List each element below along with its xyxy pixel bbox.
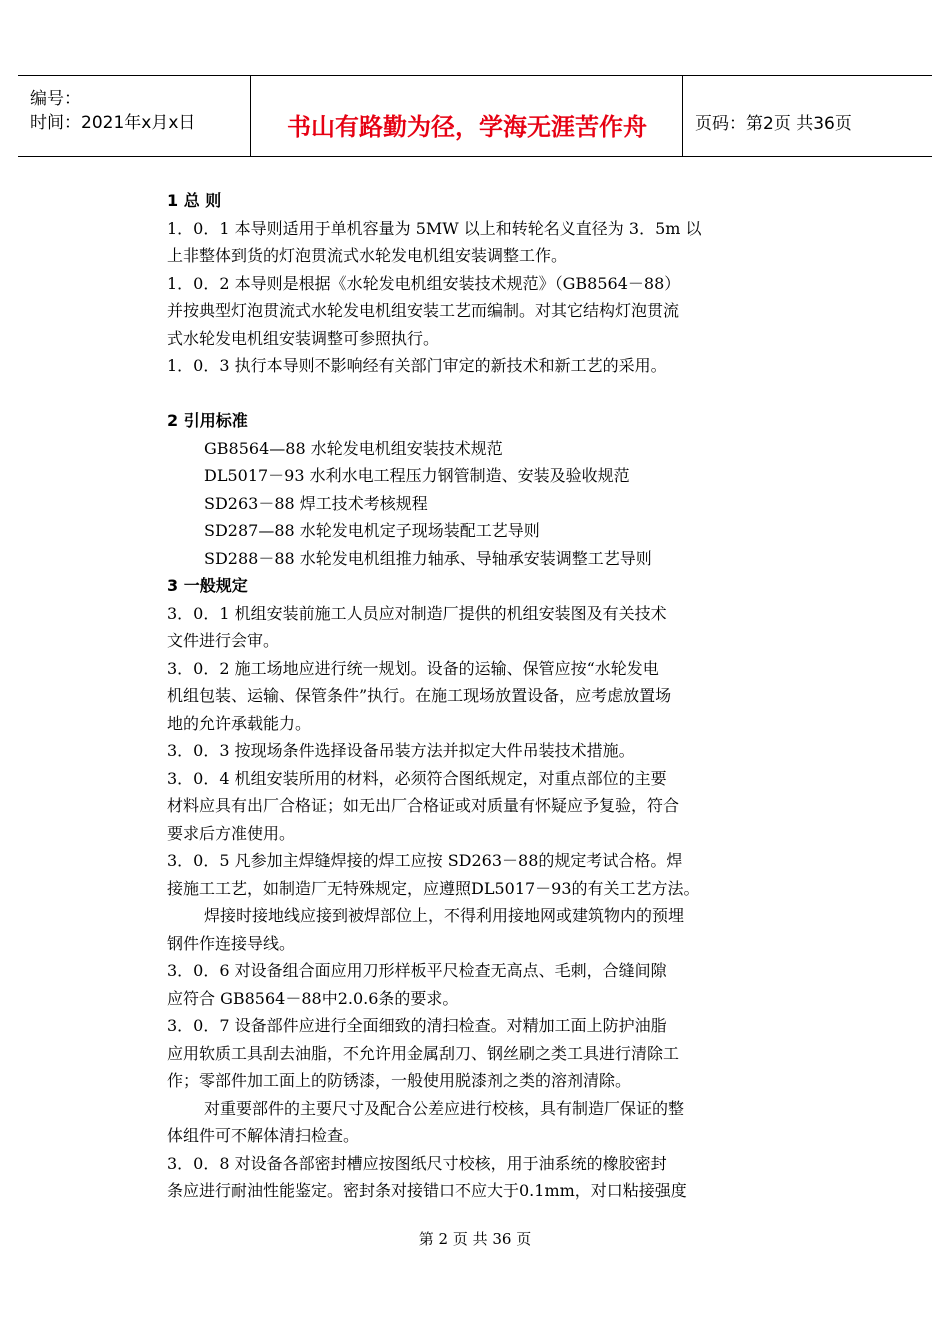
- paragraph-line: 3．0．7 设备部件应进行全面细致的清扫检查。对精加工面上防护油脂: [167, 1016, 667, 1035]
- paragraph-line: 机组包装、运输、保管条件”执行。在施工现场放置设备，应考虑放置场: [167, 686, 672, 705]
- blank-line: [167, 380, 787, 408]
- reference-standard: SD263－88 焊工技术考核规程: [204, 493, 428, 513]
- paragraph-line: 式水轮发电机组安装调整可参照执行。: [167, 328, 440, 348]
- reference-standard: SD287—88 水轮发电机定子现场装配工艺导则: [204, 521, 540, 540]
- page-footer: 第 2 页 共 36 页: [418, 1230, 532, 1248]
- header-info-cell: [18, 76, 251, 156]
- paragraph-line: 应用软质工具刮去油脂，不允许用金属刮刀、钢丝刷之类工具进行清除工: [167, 1043, 680, 1063]
- document-body: [167, 187, 787, 1205]
- section-heading: 1 总 则: [167, 191, 222, 210]
- paragraph-line: 对重要部件的主要尺寸及配合公差应进行校核，具有制造厂保证的整: [204, 1098, 685, 1118]
- paragraph-line: 1．0．2 本导则是根据《水轮发电机组安装技术规范》（GB8564－88）: [167, 273, 681, 293]
- document-time-label: 时间：2021年x月x日: [30, 113, 196, 133]
- paragraph-line: 3．0．2 施工场地应进行统一规划。设备的运输、保管应按“水轮发电: [167, 658, 659, 678]
- paragraph-line: 作；零部件加工面上的防锈漆，一般使用脱漆剂之类的溶剂清除。: [167, 1071, 632, 1090]
- paragraph-line: 要求后方准使用。: [167, 823, 296, 843]
- paragraph-line: 接施工工艺，如制造厂无特殊规定，应遵照DL5017－93的有关工艺方法。: [167, 878, 700, 898]
- header-motto-cell: [251, 76, 683, 156]
- reference-standard: GB8564—88 水轮发电机组安装技术规范: [204, 438, 503, 458]
- paragraph-line: 3．0．3 按现场条件选择设备吊装方法并拟定大件吊装技术措施。: [167, 741, 635, 760]
- paragraph-line: 体组件可不解体清扫检查。: [167, 1126, 360, 1145]
- document-number-label: 编号：: [30, 89, 81, 109]
- header-page-cell: [683, 76, 932, 156]
- paragraph-line: 1．0．3 执行本导则不影响经有关部门审定的新技术和新工艺的采用。: [167, 356, 667, 375]
- paragraph-line: 3．0．8 对设备各部密封槽应按图纸尺寸校核，用于油系统的橡胶密封: [167, 1153, 667, 1173]
- paragraph-line: 地的允许承载能力。: [167, 713, 312, 733]
- section-heading: 2 引用标准: [167, 411, 248, 430]
- section-heading: 3 一般规定: [167, 576, 248, 595]
- paragraph-line: 并按典型灯泡贯流式水轮发电机组安装工艺而编制。对其它结构灯泡贯流: [167, 301, 680, 320]
- reference-standard: DL5017－93 水利水电工程压力钢管制造、安装及验收规范: [204, 466, 630, 485]
- paragraph-line: 应符合 GB8564－88中2.0.6条的要求。: [167, 988, 459, 1008]
- paragraph-line: 钢件作连接导线。: [167, 933, 296, 953]
- reference-standard: SD288－88 水轮发电机组推力轴承、导轴承安装调整工艺导则: [204, 548, 652, 568]
- header-motto: 书山有路勤为径，学海无涯苦作舟: [287, 113, 647, 141]
- paragraph-line: 3．0．4 机组安装所用的材料，必须符合图纸规定，对重点部位的主要: [167, 768, 667, 788]
- paragraph-line: 文件进行会审。: [167, 631, 280, 650]
- header-page-label: 页码：第2页 共36页: [695, 114, 852, 134]
- page-header: [18, 75, 932, 157]
- paragraph-line: 条应进行耐油性能鉴定。密封条对接错口不应大于0.1mm，对口粘接强度: [167, 1181, 687, 1200]
- paragraph-line: 焊接时接地线应接到被焊部位上，不得利用接地网或建筑物内的预埋: [204, 906, 685, 925]
- paragraph-line: 3．0．5 凡参加主焊缝焊接的焊工应按 SD263－88的规定考试合格。焊: [167, 851, 683, 870]
- paragraph-line: 材料应具有出厂合格证；如无出厂合格证或对质量有怀疑应予复验，符合: [167, 796, 680, 815]
- paragraph-line: 1．0．1 本导则适用于单机容量为 5MW 以上和转轮名义直径为 3．5m 以: [167, 218, 702, 238]
- paragraph-line: 3．0．1 机组安装前施工人员应对制造厂提供的机组安装图及有关技术: [167, 603, 667, 623]
- paragraph-line: 3．0．6 对设备组合面应用刀形样板平尺检查无高点、毛刺，合缝间隙: [167, 961, 667, 980]
- paragraph-line: 上非整体到货的灯泡贯流式水轮发电机组安装调整工作。: [167, 246, 568, 265]
